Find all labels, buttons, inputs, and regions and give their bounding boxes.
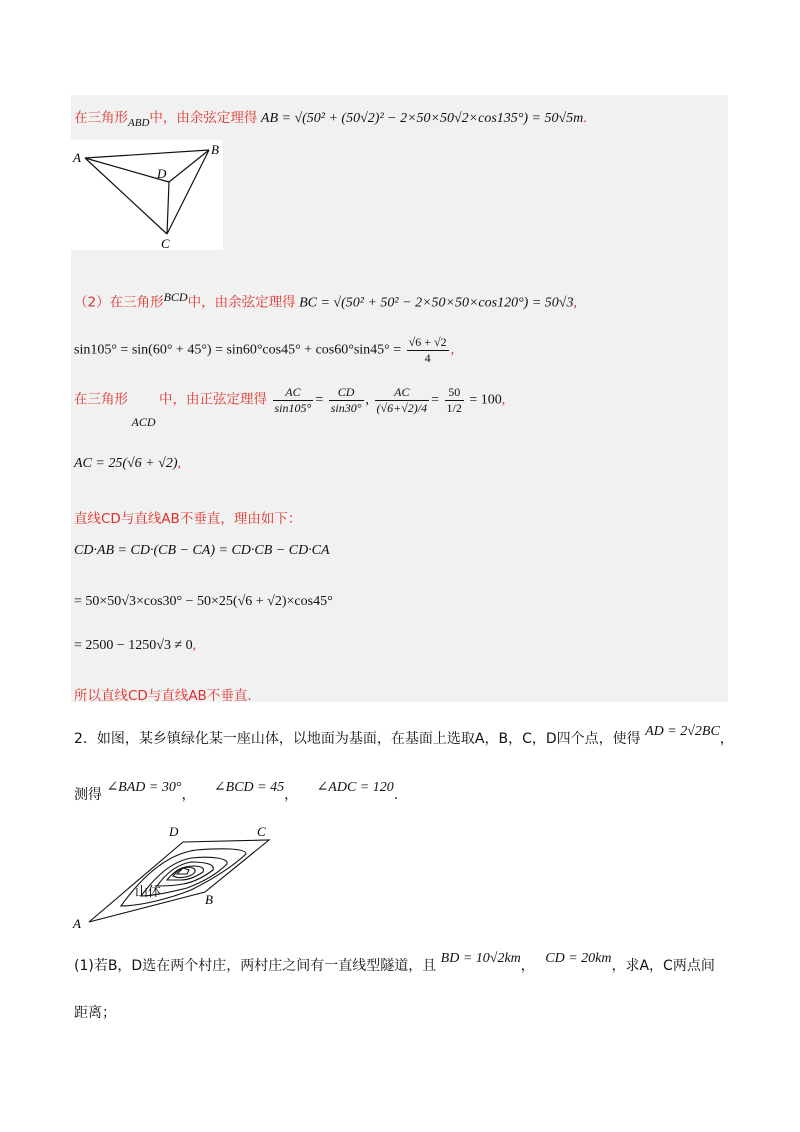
question-2-sub-1: (1)若B，D选在两个村庄，两村庄之间有一直线型隧道，且 BD = 10√2km， CD = 20km，求A，C两点间 [74, 951, 715, 974]
label-c: C [161, 236, 170, 250]
label-b: B [211, 142, 219, 157]
fig2-label-d: D [169, 824, 179, 839]
fig2-label-c: C [257, 824, 266, 839]
fig2-label-a: A [73, 916, 81, 931]
triangle-figure-abd [71, 140, 223, 250]
solution-line-2: （2）在三角形$^{BCD}$中，由余弦定理得 BC = √(50² + 50² − 2×50×50×cos120°) = 50√3, [74, 290, 577, 311]
triangle-diagram [71, 140, 223, 250]
solution-line-7: CD·AB = CD·(CB − CA) = CD·CB − CD·CA [74, 543, 330, 558]
question-2-sub-1-cont: 距离； [74, 1005, 116, 1021]
solution-line-10: 所以直线CD与直线AB不垂直. [74, 688, 252, 704]
mountain-figure [71, 818, 281, 932]
solution-line-4: 在三角形 $_{ACD}$ 中，由正弦定理得 $\frac{AC}{\sin 105^\circ}$ = $\frac{CD}{\sin 30^\circ}$ , $\frac{AC}{(√6+√2)/4}$ = $\frac{50}{1/2}$ = 100, [74, 385, 506, 429]
question-2-line-2: 测得 ∠BAD = 30°， ∠BCD = 45， ∠ADC = 120. [74, 780, 399, 803]
question-2-line-1: 2．如图，某乡镇绿化某一座山体，以地面为基面，在基面上选取A，B，C，D四个点，使得 AD = 2√2BC， [74, 724, 734, 747]
solution-line-3: sin105° = sin(60° + 45°) = sin60°cos45° + cos60°sin45° = $\frac{√6 + √2}{4}$ , [74, 335, 455, 365]
solution-line-6: 直线CD与直线AB不垂直，理由如下： [74, 511, 302, 527]
label-d: D [157, 166, 167, 181]
solution-line-5: AC = 25(√6 + √2), [74, 456, 181, 471]
fig2-label-b: B [205, 892, 213, 907]
label-a: A [73, 150, 81, 165]
mountain-diagram [71, 818, 281, 932]
solution-line-9: = 2500 − 1250√3 ≠ 0, [74, 638, 197, 653]
solution-line-8: = 50×50√3×cos30° − 50×25(√6 + √2)×cos45° [74, 594, 333, 609]
fig2-label-mountain: 山体 [135, 885, 162, 900]
solution-line-1: 在三角形$_{ABD}$中，由余弦定理得 AB = √(50² + (50√2)² − 2×50×50√2×cos135°) = 50√5m. [74, 110, 587, 129]
